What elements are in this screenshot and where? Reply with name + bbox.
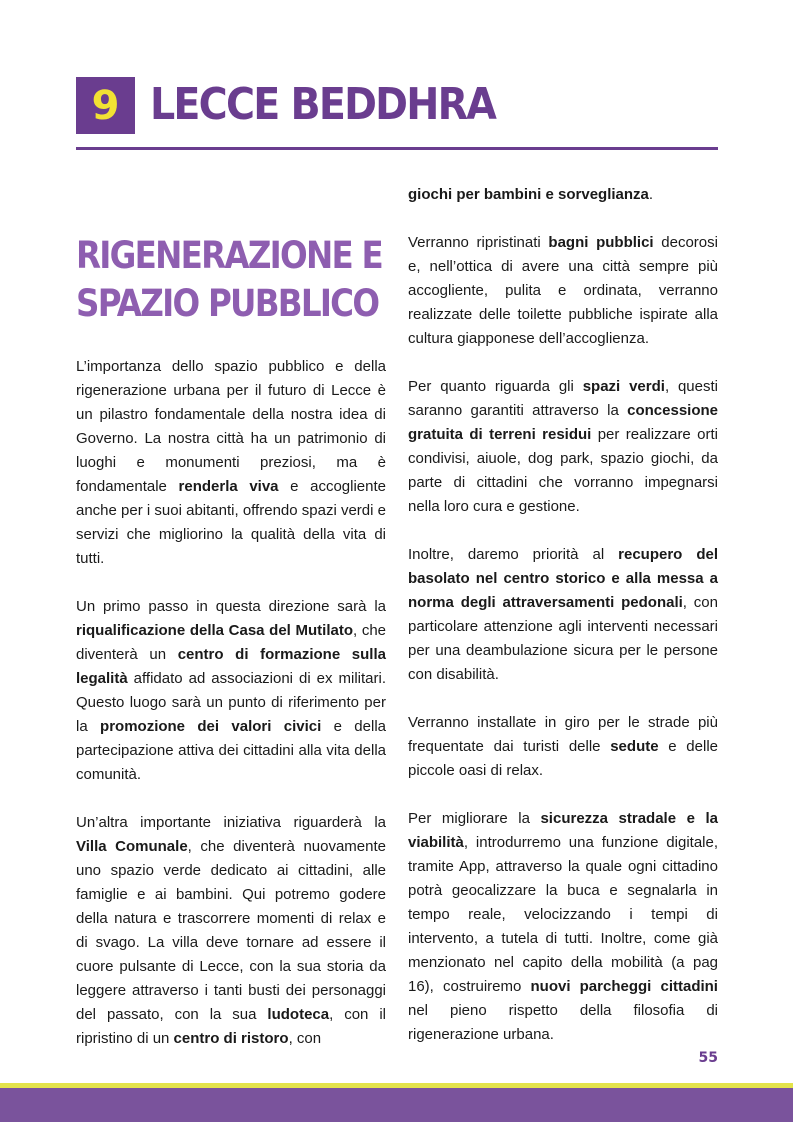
text-run: , questi saranno garantiti attraverso la bbox=[408, 378, 718, 419]
text-run: e accogliente anche per i suoi abitanti, offrendo spazi verdi e servizi che migliorino la qualità della vita di tutti. bbox=[76, 478, 386, 567]
section-title bbox=[76, 232, 382, 328]
text-run: , con il ripristino di un bbox=[76, 1006, 386, 1047]
text-run: . bbox=[648, 186, 654, 203]
paragraph bbox=[408, 807, 718, 1047]
text-run: e delle piccole oasi di relax. bbox=[408, 738, 718, 779]
chapter-number: 9 bbox=[91, 82, 120, 129]
chapter-title: LECCE BEDDHRA bbox=[150, 79, 496, 130]
paragraph bbox=[76, 355, 386, 571]
bold-text: bagni pubblici bbox=[548, 234, 654, 251]
bold-text: ludoteca bbox=[267, 1006, 330, 1023]
paragraph bbox=[408, 375, 718, 519]
bold-text: concessione gratuita di terreni residui bbox=[408, 402, 718, 443]
text-run: , con particolare attenzione agli interventi necessari per una deambulazione sicura per le persone con disabilità. bbox=[408, 594, 718, 683]
bold-text: promozione dei valori civici bbox=[100, 718, 322, 735]
page-number: 55 bbox=[698, 1050, 718, 1066]
left-column bbox=[76, 355, 386, 1075]
bold-text: giochi per bambini e sorveglianza bbox=[408, 186, 649, 203]
header-divider bbox=[76, 147, 718, 150]
text-run: decorosi e, nell’ottica di avere una città sempre più accogliente, pulita e ordinata, verranno realizzate delle toilette pubbliche ispirate alla cultura giapponese dell’accoglienza. bbox=[408, 234, 718, 347]
text-run: Per migliorare la bbox=[408, 810, 541, 827]
text-run: , che diventerà un bbox=[76, 622, 387, 663]
text-run: Per quanto riguarda gli bbox=[408, 378, 583, 395]
text-run: , con bbox=[288, 1030, 322, 1047]
chapter-number-badge bbox=[76, 77, 135, 134]
bold-text: renderla viva bbox=[178, 478, 279, 495]
text-run: affidato ad associazioni di ex militari. Questo luogo sarà un punto di riferimento per la bbox=[76, 670, 386, 735]
text-run: , introdurremo una funzione digitale, tramite App, attraverso la quale ogni cittadino potrà geocalizzare la buca e segnalarla in tempo reale, velocizzando i tempi di intervento, a tutela di tutti. Inoltre, come già menzionato nel capito della mobilità (a pag 16), costruiremo bbox=[408, 834, 718, 995]
text-run: nel pieno rispetto della filosofia di rigenerazione urbana. bbox=[408, 1002, 718, 1043]
text-run: Verranno installate in giro per le strade più frequentate dai turisti delle bbox=[408, 714, 718, 755]
bold-text: spazi verdi bbox=[582, 378, 665, 395]
paragraph bbox=[408, 711, 718, 783]
paragraph bbox=[408, 543, 718, 687]
text-run: Inoltre, daremo priorità al bbox=[408, 546, 619, 563]
text-run: , che diventerà nuovamente uno spazio verde dedicato ai cittadini, alle famiglie e ai bambini. Qui potremo godere della natura e trascorrere momenti di relax e di svago. La villa deve tornare ad essere il cuore pulsante di Lecce, con la sua storia da leggere attraverso i tanti busti dei personaggi del passato, con la sua bbox=[76, 838, 386, 1023]
text-run: per realizzare orti condivisi, aiuole, dog park, spazio giochi, da parte di cittadini che vorranno impegnarsi nella loro cura e gestione. bbox=[408, 426, 718, 515]
bold-text: Villa Comunale bbox=[76, 838, 188, 855]
bold-text: sicurezza stradale e la viabilità bbox=[408, 810, 718, 851]
text-run: Un primo passo in questa direzione sarà la bbox=[76, 598, 386, 615]
bold-text: centro di ristoro bbox=[173, 1030, 289, 1047]
bold-text: centro di formazione sulla legalità bbox=[76, 646, 386, 687]
text-run: Un’altra importante iniziativa riguarderà la bbox=[76, 814, 386, 831]
bold-text: nuovi parcheggi cittadini bbox=[530, 978, 718, 995]
bold-text: riqualificazione della Casa del Mutilato bbox=[76, 622, 353, 639]
section-title-line-1: RIGENERAZIONE E bbox=[76, 234, 382, 277]
text-run: Verranno ripristinati bbox=[408, 234, 549, 251]
right-column bbox=[408, 183, 718, 1071]
text-run: L’importanza dello spazio pubblico e della rigenerazione urbana per il futuro di Lecce è un pilastro fondamentale della nostra idea di Governo. La nostra città ha un patrimonio di luoghi e monumenti preziosi, ma è fondamentale bbox=[76, 358, 386, 495]
footer-band bbox=[0, 1088, 793, 1122]
paragraph bbox=[408, 231, 718, 351]
paragraph bbox=[408, 183, 718, 207]
text-run: e della partecipazione attiva dei cittadini alla vita della comunità. bbox=[76, 718, 386, 783]
bold-text: recupero del basolato nel centro storico e alla messa a norma degli attraversamenti pedonali bbox=[408, 546, 718, 611]
bold-text: sedute bbox=[610, 738, 659, 755]
section-title-line-2: SPAZIO PUBBLICO bbox=[76, 282, 379, 325]
paragraph bbox=[76, 595, 386, 787]
paragraph bbox=[76, 811, 386, 1051]
